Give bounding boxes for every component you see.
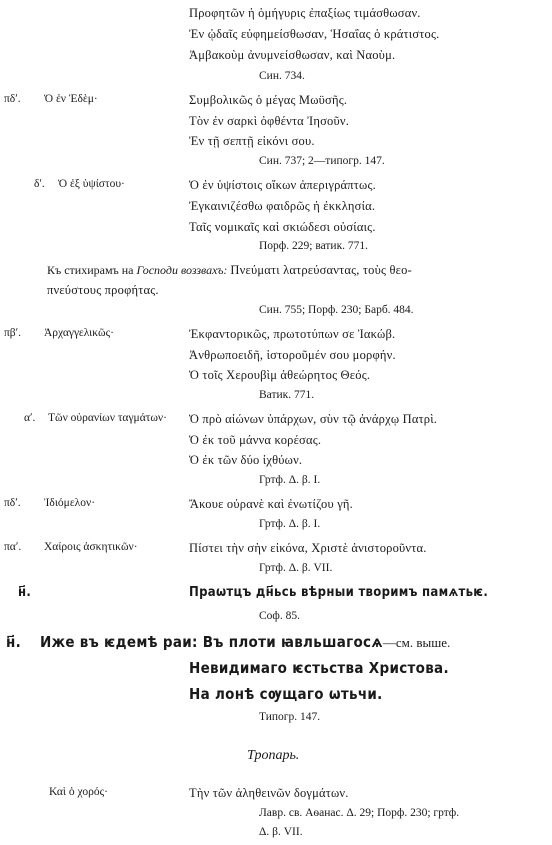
source-ref: Син. 755; Порф. 230; Барб. 484.: [259, 304, 414, 316]
cross-reference: —см. выше.: [382, 635, 451, 650]
source-ref: Ватик. 771.: [259, 389, 315, 401]
heirmos-label: Ἀρχαγγελικῶς·: [44, 327, 114, 339]
hymn-line: Τὸν ἐν σαρκὶ ὀφθέντα Ἰησοῦν.: [189, 114, 350, 128]
stichiry-greek: Πνεύματι λατρεύσαντας, τοὺς θεο-: [230, 263, 412, 277]
ode-number: παʹ.: [4, 541, 22, 553]
slavonic-line: Невидимаго ѥстьства Христова.: [189, 659, 449, 677]
hymn-line: Ταῖς νομικαῖς καὶ σκιώδεσι οὐσίαις.: [189, 220, 376, 234]
hymn-line: Προφητῶν ἡ ὁμήγυρις ἐπαξίως τιμάσθωσαν.: [189, 6, 421, 20]
hymn-line: Τὴν τῶν ἀληθεινῶν δογμάτων.: [189, 786, 349, 800]
source-ref-cont: Δ. β. VII.: [259, 826, 303, 838]
slavonic-line: На лонѣ сѹщаго ѡтьчи.: [189, 685, 383, 703]
ode-number: πδʹ.: [4, 497, 21, 509]
hymn-line: Πίστει τὴν σὴν εἰκόνα, Χριστὲ ἀνιστοροῦντα.: [189, 541, 427, 555]
heirmos-label: Τῶν οὐρανίων ταγμάτων·: [48, 412, 167, 424]
troparion-heading: Тропарь.: [247, 748, 300, 763]
stichiry-prefix: Къ стихирамъ на: [47, 263, 134, 277]
hymn-line: Ὁ ἐν ὑψίστοις οἴκων ἀπεριγράπτως.: [189, 178, 376, 192]
heirmos-label: Χαίροις ἀσκητικῶν·: [44, 541, 138, 553]
source-ref: Син. 734.: [259, 70, 305, 82]
slavonic-line: Праѡтцъ дн҃ьсь вѣрныи творимъ памѧтьѥ.: [189, 585, 489, 600]
ode-number: н҃.: [6, 633, 22, 651]
ode-number: αʹ.: [24, 412, 36, 424]
stichiry-heading: [47, 263, 412, 278]
slavonic-line-with-ref: [40, 633, 450, 652]
heirmos-label: Καὶ ὁ χορός·: [49, 786, 108, 798]
slavonic-text: Иже въ ѥдемѣ раи: Въ плоти ꙗвльшагосѧ: [40, 633, 383, 651]
ode-number: δʹ.: [34, 178, 45, 190]
ode-number: πδʹ.: [4, 93, 21, 105]
source-ref: Гртф. Δ. β. I.: [259, 474, 321, 486]
source-ref: Гртф. Δ. β. VII.: [259, 562, 333, 574]
hymn-line: Ὁ ἐκ τοῦ μάννα κορέσας.: [189, 433, 322, 447]
source-ref: Типогр. 147.: [259, 711, 321, 723]
hymn-line: Ἐν ᾠδαῖς εὐφημείσθωσαν, Ἡσαΐας ὁ κράτιστος.: [189, 27, 440, 41]
source-ref: Порф. 229; ватик. 771.: [259, 240, 369, 252]
source-ref: Лавр. св. Аѳанас. Δ. 29; Порф. 230; гртф.: [259, 807, 460, 819]
hymn-line: Ἐν τῇ σεπτῇ εἰκόνι σου.: [189, 134, 315, 148]
stichiry-italic: Господи воззвахъ:: [136, 263, 228, 277]
source-ref: Гртф. Δ. β. I.: [259, 518, 321, 530]
hymn-line: Ἀνθρωποειδῆ, ἱστοροῦμέν σου μορφήν.: [189, 348, 396, 362]
heirmos-label: Ἰδιόμελον·: [44, 497, 96, 509]
hymn-line: Ὁ πρὸ αἰώνων ὑπάρχων, σὺν τῷ ἀνάρχῳ Πατρὶ.: [189, 412, 438, 426]
heirmos-label: Ὁ ἐν Ἐδὲμ·: [44, 93, 98, 105]
hymn-line: Συμβολικῶς ὁ μέγας Μωϋσῆς.: [189, 93, 348, 107]
source-ref: Соф. 85.: [259, 610, 300, 622]
hymn-line: Ἄκουε οὐρανὲ καὶ ἐνωτίζου γῆ.: [189, 497, 353, 511]
hymn-line: Ὁ τοῖς Χερουβὶμ ἀθεώρητος Θεός.: [189, 368, 371, 382]
source-ref: Син. 737; 2—типогр. 147.: [259, 155, 385, 167]
ode-number: н҃.: [18, 585, 32, 600]
stichiry-greek-cont: πνεύστους προφήτας.: [47, 283, 159, 297]
heirmos-label: Ὁ ἐξ ὑψίστου·: [58, 178, 125, 190]
hymn-line: Ὁ ἐκ τῶν δύο ἰχθύων.: [189, 453, 303, 467]
hymn-line: Ἐγκαινιζέσθω φαιδρῶς ἡ ἐκκλησία.: [189, 199, 376, 213]
ode-number: πβʹ.: [4, 327, 22, 339]
hymn-line: Ἀμβακοὺμ ἀνυμνείσθωσαν, καὶ Ναοὺμ.: [189, 48, 396, 62]
hymn-line: Ἐκφαντορικῶς, πρωτοτύπων σε Ἰακώβ.: [189, 327, 396, 341]
